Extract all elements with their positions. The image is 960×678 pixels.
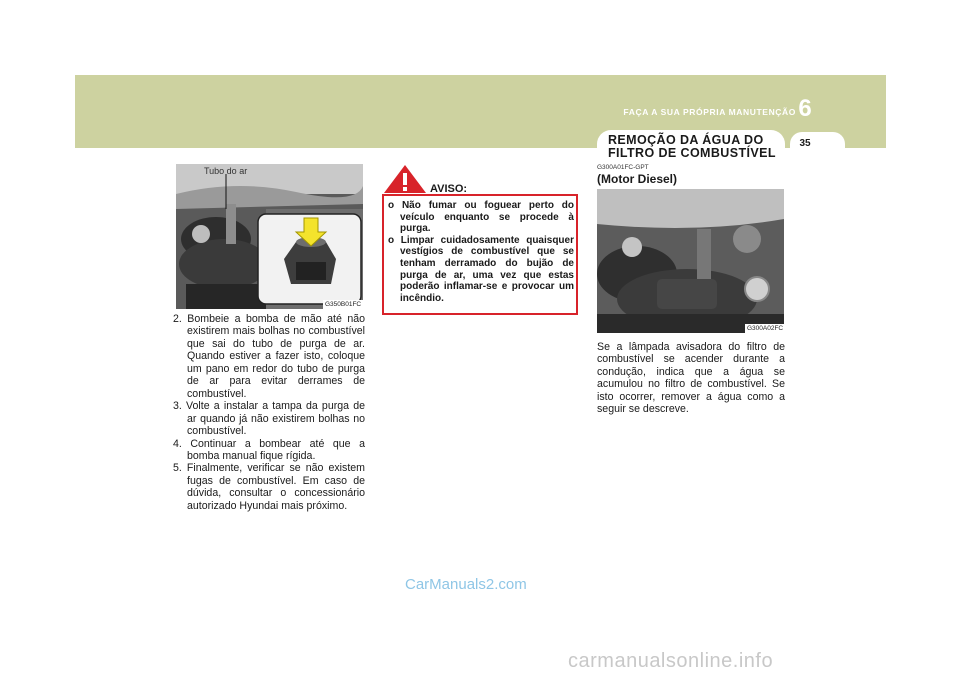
image-code-right: G300A02FC	[747, 325, 784, 332]
air-tube-callout: Tubo do ar	[204, 166, 248, 176]
list-item: o Limpar cuidadosamente quaisquer vestígios de combustível que se tenham derramado do bujão de purga de ar, uma vez que estas poderão inflamar-se e provocar um incêndio.	[388, 234, 574, 304]
warning-title: AVISO:	[430, 183, 468, 195]
engine-bay-illustration	[176, 164, 363, 309]
list-item: o Não fumar ou foguear perto do veículo enquanto se procede à purga.	[388, 200, 574, 235]
list-item: 4. Continuar a bombear até que a bomba manual fique rígida.	[173, 437, 365, 462]
sub-heading: (Motor Diesel)	[597, 172, 678, 186]
purge-steps-list	[173, 313, 365, 512]
list-item: 2. Bombeie a bomba de mão até não existirem mais bolhas no combustível que sai do tubo de purga de ar. Quando estiver a fazer isto, coloque um pano em redor do tubo de purga de ar para evitar derrames de combustível.	[173, 313, 365, 400]
chapter-number: 6	[798, 95, 812, 122]
chapter-title: FAÇA A SUA PRÓPRIA MANUTENÇÃO	[623, 107, 796, 117]
site-watermark[interactable]: carmanualsonline.info	[568, 650, 774, 672]
engine-photo-air-tube	[176, 164, 363, 309]
list-item: 5. Finalmente, verificar se não existem fugas de combustível. Em caso de dúvida, consultar o concessionário autorizado Hyundai mais próximo.	[173, 462, 365, 512]
image-code-left: G350B01FC	[325, 301, 362, 308]
section-title: REMOÇÃO DA ÁGUA DO FILTRO DE COMBUSTÍVEL	[608, 133, 776, 160]
fuel-filter-paragraph: Se a lâmpada avisadora do filtro de combustível se acender durante a condução, indica que a água se acumulou no filtro de combustível. Se isto ocorrer, remover a água como a seguir se descreve.	[597, 341, 785, 416]
exclamation-triangle-icon	[383, 164, 427, 194]
watermark[interactable]: CarManuals2.com	[405, 576, 527, 593]
section-code: G300A01FC-GPT	[597, 164, 649, 171]
warning-list	[388, 200, 574, 304]
page-number: 35	[799, 138, 811, 149]
engine-photo-diesel	[597, 189, 784, 333]
list-item: 3. Volte a instalar a tampa da purga de ar quando já não existirem bolhas no combustível.	[173, 400, 365, 438]
diesel-engine-illustration	[597, 189, 784, 333]
